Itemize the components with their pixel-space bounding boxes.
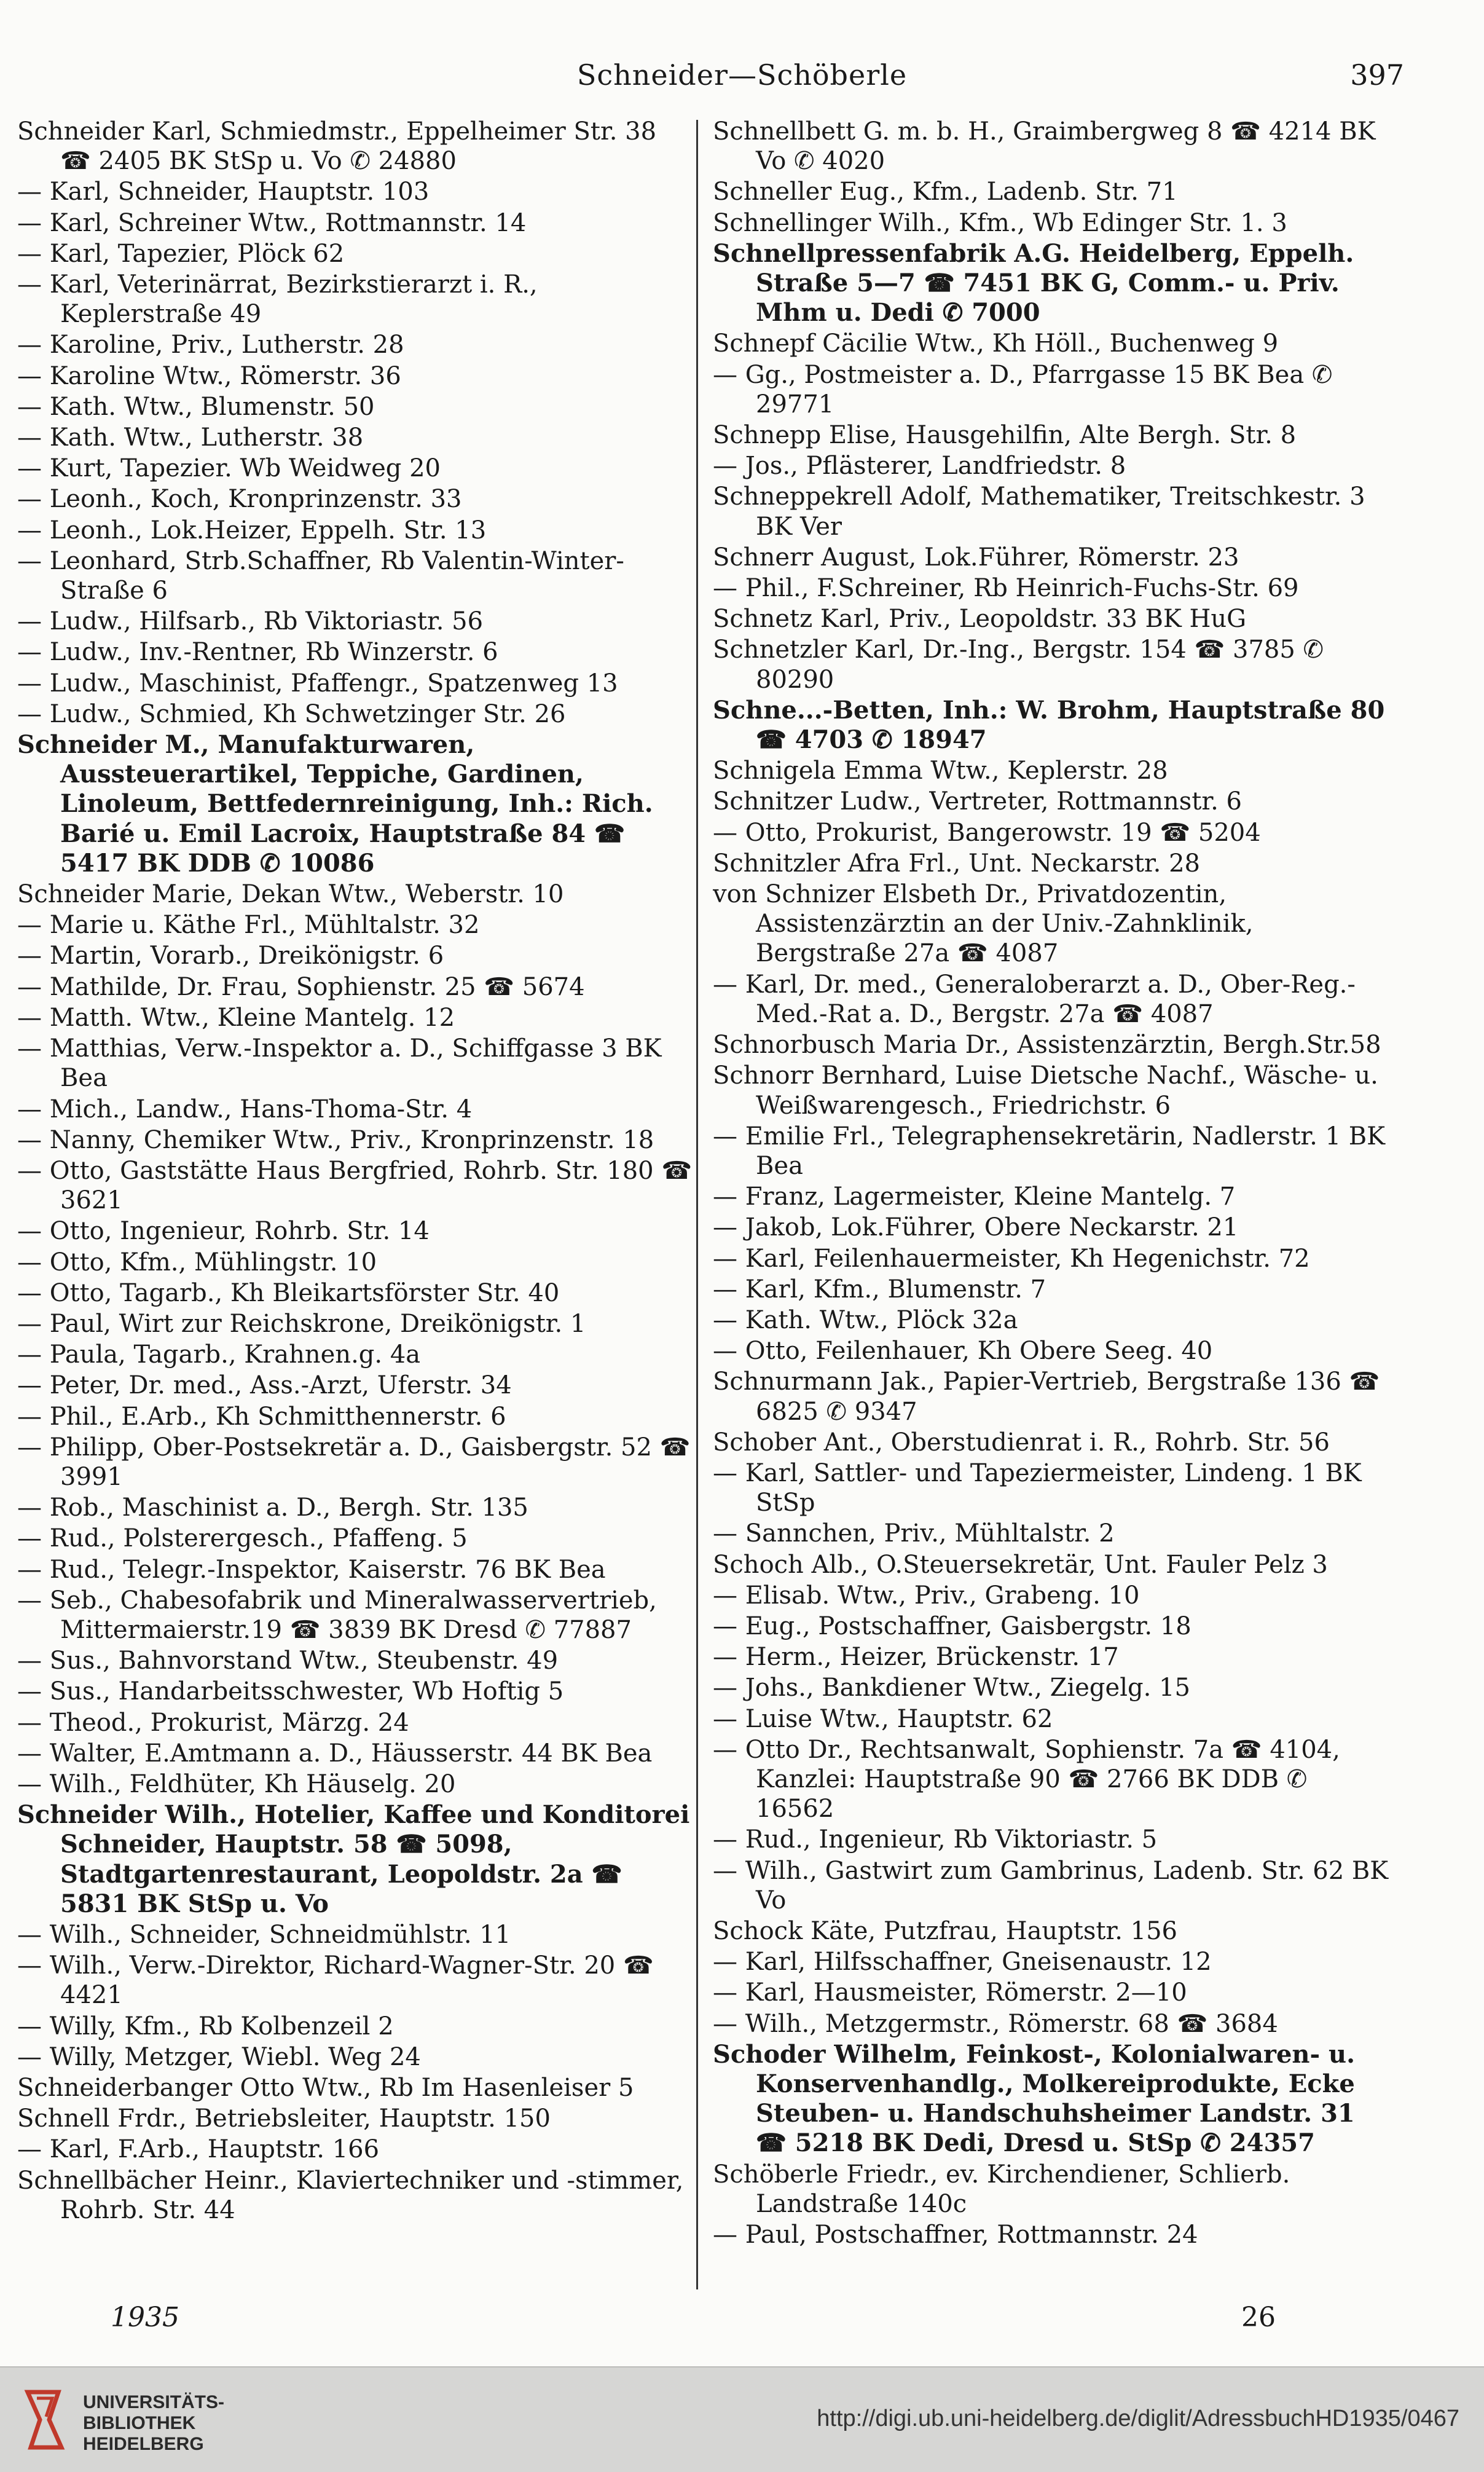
directory-entry: — Wilh., Schneider, Schneidmühlstr. 11 [17,1920,511,1949]
directory-entry: — Paula, Tagarb., Krahnen.g. 4a [17,1340,421,1369]
directory-entry: — Matthias, Verw.-Inspektor a. D., Schiffgasse 3 BK Bea [17,1034,662,1093]
directory-entry: — Paul, Wirt zur Reichskrone, Dreikönigstr. 1 [17,1309,586,1338]
directory-entry: Schoder Wilhelm, Feinkost-, Kolonialwaren- u. Konservenhandlg., Molkereiprodukte, Ecke Steuben- u. Handschuhsheimer Landstr. 31 ☎ 5218 BK Dedi, Dresd u. StSp ✆ 24357 [713,2039,1356,2158]
directory-entry: Schnepp Elise, Hausgehilfin, Alte Bergh. Str. 8 [713,421,1297,450]
directory-entry: — Karoline, Priv., Lutherstr. 28 [17,331,404,360]
directory-entry: — Walter, E.Amtmann a. D., Häusserstr. 44 BK Bea [17,1739,653,1768]
running-header [25,58,1459,101]
library-logo-icon [15,2383,74,2457]
directory-entry: — Paul, Postschaffner, Rottmannstr. 24 [713,2221,1198,2250]
directory-entry: — Karl, Sattler- und Tapeziermeister, Lindeng. 1 BK StSp [713,1458,1362,1517]
directory-entry: — Eug., Postschaffner, Gaisbergstr. 18 [713,1612,1192,1640]
directory-entry: Schober Ant., Oberstudienrat i. R., Rohrb. Str. 56 [713,1428,1330,1457]
directory-entry: Schoch Alb., O.Steuersekretär, Unt. Fauler Pelz 3 [713,1550,1328,1579]
directory-entry: Schneider Wilh., Hotelier, Kaffee und Konditorei Schneider, Hauptstr. 58 ☎ 5098, Stadtgartenrestaurant, Leopoldstr. 2a ☎ 5831 BK StSp u. Vo [17,1800,690,1918]
left-column [17,117,693,2305]
directory-entry: — Peter, Dr. med., Ass.-Arzt, Uferstr. 34 [17,1371,512,1400]
library-name-line: UNIVERSITÄTS- [83,2392,225,2412]
page-number: 397 [1350,58,1404,92]
directory-entry: — Karl, Hilfsschaffner, Gneisenaustr. 12 [713,1948,1212,1977]
directory-entry: — Luise Wtw., Hauptstr. 62 [713,1704,1053,1733]
directory-entry: — Kath. Wtw., Lutherstr. 38 [17,423,364,452]
directory-entry: — Ludw., Inv.-Rentner, Rb Winzerstr. 6 [17,638,498,667]
directory-entry: Schnurmann Jak., Papier-Vertrieb, Bergstraße 136 ☎ 6825 ✆ 9347 [713,1368,1380,1426]
directory-entry: — Kath. Wtw., Blumenstr. 50 [17,392,375,421]
directory-entry: Schnetz Karl, Priv., Leopoldstr. 33 BK HuG [713,605,1247,634]
directory-entry: — Kurt, Tapezier. Wb Weidweg 20 [17,454,441,483]
directory-entry: — Jakob, Lok.Führer, Obere Neckarstr. 21 [713,1213,1239,1242]
directory-entry: — Wilh., Verw.-Direktor, Richard-Wagner-Str. 20 ☎ 4421 [17,1951,654,2010]
directory-entry: — Karl, Veterinärrat, Bezirkstierarzt i. R., Keplerstraße 49 [17,270,538,329]
directory-entry: Schneider M., Manufakturwaren, Aussteuerartikel, Teppiche, Gardinen, Linoleum, Bettfedernreinigung, Inh.: Rich. Barié u. Emil Lacroix, Hauptstraße 84 ☎ 5417 BK DDB ✆ 10086 [17,730,653,878]
directory-entry: — Gg., Postmeister a. D., Pfarrgasse 15 BK Bea ✆ 29771 [713,360,1333,419]
directory-entry: Schne...-Betten, Inh.: W. Brohm, Hauptstraße 80 ☎ 4703 ✆ 18947 [713,695,1385,755]
directory-entry: Schnepf Cäcilie Wtw., Kh Höll., Buchenweg 9 [713,329,1279,358]
directory-entry: — Rud., Polsterergesch., Pfaffeng. 5 [17,1524,468,1553]
directory-entry: — Matth. Wtw., Kleine Mantelg. 12 [17,1003,455,1032]
directory-entry: Schöberle Friedr., ev. Kirchendiener, Schlierb. Landstraße 140c [713,2160,1290,2218]
right-column [713,117,1389,2305]
directory-entry: — Karoline Wtw., Römerstr. 36 [17,361,401,390]
directory-entry: Schnell Frdr., Betriebsleiter, Hauptstr. 150 [17,2104,551,2133]
directory-entry: von Schnizer Elsbeth Dr., Privatdozentin, Assistenzärztin an der Univ.-Zahnklinik, Bergstraße 27a ☎ 4087 [713,880,1254,968]
directory-entry: Schnellbächer Heinr., Klaviertechniker und -stimmer, Rohrb. Str. 44 [17,2166,684,2224]
directory-entry: — Marie u. Käthe Frl., Mühltalstr. 32 [17,911,480,940]
directory-entry: Schnorbusch Maria Dr., Assistenzärztin, Bergh.Str.58 [713,1031,1381,1060]
directory-entry: — Otto Dr., Rechtsanwalt, Sophienstr. 7a ☎ 4104, Kanzlei: Hauptstraße 90 ☎ 2766 BK DDB ✆ 16562 [713,1735,1340,1824]
directory-entry: — Wilh., Metzgermstr., Römerstr. 68 ☎ 3684 [713,2009,1278,2038]
directory-entry: — Phil., E.Arb., Kh Schmitthennerstr. 6 [17,1402,506,1431]
directory-entry: Schnellinger Wilh., Kfm., Wb Edinger Str. 1. 3 [713,208,1287,237]
directory-entry: — Leonh., Koch, Kronprinzenstr. 33 [17,485,462,514]
directory-entry: — Otto, Gaststätte Haus Bergfried, Rohrb. Str. 180 ☎ 3621 [17,1156,693,1215]
directory-entry: — Rud., Ingenieur, Rb Viktoriastr. 5 [713,1825,1158,1854]
directory-entry: — Seb., Chabesofabrik und Mineralwasservertrieb, Mittermaierstr.19 ☎ 3839 BK Dresd ✆ 77887 [17,1586,657,1644]
viewer-bottom-bar [0,2366,1484,2472]
directory-entry: — Karl, Schreiner Wtw., Rottmannstr. 14 [17,208,527,237]
directory-entry: — Ludw., Schmied, Kh Schwetzinger Str. 26 [17,699,566,728]
directory-entry: — Leonhard, Strb.Schaffner, Rb Valentin-Winter-Straße 6 [17,546,624,605]
directory-entry: — Martin, Vorarb., Dreikönigstr. 6 [17,942,444,970]
directory-entry: Schnetzler Karl, Dr.-Ing., Bergstr. 154 ☎ 3785 ✆ 80290 [713,636,1324,694]
column-divider [696,120,698,2289]
directory-entry: Schnellbett G. m. b. H., Graimbergweg 8 ☎ 4214 BK Vo ✆ 4020 [713,117,1376,176]
directory-entry: — Karl, Tapezier, Plöck 62 [17,239,345,268]
directory-entry: — Jos., Pflästerer, Landfriedstr. 8 [713,452,1126,481]
directory-entry: — Sus., Bahnvorstand Wtw., Steubenstr. 49 [17,1647,559,1675]
directory-entry: Schneider Karl, Schmiedmstr., Eppelheimer Str. 38 ☎ 2405 BK StSp u. Vo ✆ 24880 [17,117,657,176]
directory-entry: — Karl, F.Arb., Hauptstr. 166 [17,2135,380,2164]
directory-entry: — Franz, Lagermeister, Kleine Mantelg. 7 [713,1183,1236,1211]
library-name-line: BIBLIOTHEK [83,2413,196,2433]
directory-entry: — Karl, Feilenhauermeister, Kh Hegenichstr. 72 [713,1244,1310,1273]
directory-entry: Schneller Eug., Kfm., Ladenb. Str. 71 [713,178,1178,207]
directory-entry: — Otto, Tagarb., Kh Bleikartsförster Str. 40 [17,1278,560,1307]
footer-year: 1935 [111,2302,179,2333]
directory-entry: — Otto, Feilenhauer, Kh Obere Seeg. 40 [713,1337,1213,1366]
directory-entry: — Ludw., Maschinist, Pfaffengr., Spatzenweg 13 [17,669,618,698]
directory-entry: — Elisab. Wtw., Priv., Grabeng. 10 [713,1581,1140,1610]
directory-entry: Schnerr August, Lok.Führer, Römerstr. 23 [713,543,1239,572]
directory-entry: — Emilie Frl., Telegraphensekretärin, Nadlerstr. 1 BK Bea [713,1122,1386,1180]
directory-entry: Schnitzer Ludw., Vertreter, Rottmannstr. 6 [713,787,1242,816]
directory-entry: — Karl, Dr. med., Generaloberarzt a. D., Ober-Reg.-Med.-Rat a. D., Bergstr. 27a ☎ 4087 [713,970,1356,1028]
directory-entry: — Wilh., Feldhüter, Kh Häuselg. 20 [17,1769,456,1798]
directory-entry: — Willy, Metzger, Wiebl. Weg 24 [17,2042,421,2071]
directory-entry: — Ludw., Hilfsarb., Rb Viktoriastr. 56 [17,607,484,636]
footer-signature: 26 [1241,2302,1276,2333]
directory-entry: — Willy, Kfm., Rb Kolbenzeil 2 [17,2012,394,2041]
directory-entry: — Kath. Wtw., Plöck 32a [713,1305,1018,1334]
directory-entry: — Otto, Prokurist, Bangerowstr. 19 ☎ 5204 [713,818,1261,847]
directory-entry: — Rob., Maschinist a. D., Bergh. Str. 135 [17,1494,528,1522]
directory-entry: — Theod., Prokurist, Märzg. 24 [17,1708,409,1737]
directory-entry: — Herm., Heizer, Brückenstr. 17 [713,1643,1119,1672]
directory-entry: — Johs., Bankdiener Wtw., Ziegelg. 15 [713,1674,1190,1702]
directory-entry: — Phil., F.Schreiner, Rb Heinrich-Fuchs-Str. 69 [713,574,1299,603]
directory-entry: — Rud., Telegr.-Inspektor, Kaiserstr. 76 BK Bea [17,1555,606,1584]
library-name-line: HEIDELBERG [83,2434,204,2454]
directory-entry: — Karl, Schneider, Hauptstr. 103 [17,178,430,207]
directory-entry: — Karl, Hausmeister, Römerstr. 2—10 [713,1978,1187,2007]
directory-entry: — Sannchen, Priv., Mühltalstr. 2 [713,1519,1115,1548]
directory-entry: Schnorr Bernhard, Luise Dietsche Nachf., Wäsche- u. Weißwarengesch., Friedrichstr. 6 [713,1061,1378,1120]
directory-entry: — Nanny, Chemiker Wtw., Priv., Kronprinzenstr. 18 [17,1125,654,1154]
directory-entry: — Mich., Landw., Hans-Thoma-Str. 4 [17,1095,473,1124]
directory-entry: Schneider Marie, Dekan Wtw., Weberstr. 10 [17,880,564,909]
directory-entry: — Leonh., Lok.Heizer, Eppelh. Str. 13 [17,516,487,545]
page-footer [0,2302,1484,2339]
directory-entry: — Mathilde, Dr. Frau, Sophienstr. 25 ☎ 5674 [17,972,585,1001]
directory-entry: Schneppekrell Adolf, Mathematiker, Treitschkestr. 3 BK Ver [713,482,1365,541]
page-title: Schneider—Schöberle [576,58,908,92]
directory-entry: — Wilh., Gastwirt zum Gambrinus, Ladenb. Str. 62 BK Vo [713,1856,1389,1915]
directory-entry: — Otto, Ingenieur, Rohrb. Str. 14 [17,1217,430,1246]
directory-entry: — Philipp, Ober-Postsekretär a. D., Gaisbergstr. 52 ☎ 3991 [17,1433,691,1491]
directory-entry: Schock Käte, Putzfrau, Hauptstr. 156 [713,1916,1177,1945]
page-url-link[interactable]: http://digi.ub.uni-heidelberg.de/diglit/AdressbuchHD1935/0467 [817,2406,1459,2431]
directory-entry: — Sus., Handarbeitsschwester, Wb Hoftig 5 [17,1677,564,1706]
directory-entry: Schnitzler Afra Frl., Unt. Neckarstr. 28 [713,849,1200,878]
directory-entry: Schnellpressenfabrik A.G. Heidelberg, Eppelh. Straße 5—7 ☎ 7451 BK G, Comm.- u. Priv. Mhm u. Dedi ✆ 7000 [713,238,1354,328]
directory-entry: — Karl, Kfm., Blumenstr. 7 [713,1275,1046,1304]
directory-entry: — Otto, Kfm., Mühlingstr. 10 [17,1248,377,1277]
directory-entry: Schneiderbanger Otto Wtw., Rb Im Hasenleiser 5 [17,2074,634,2102]
library-name [83,2392,224,2455]
directory-entry: Schnigela Emma Wtw., Keplerstr. 28 [713,757,1168,785]
